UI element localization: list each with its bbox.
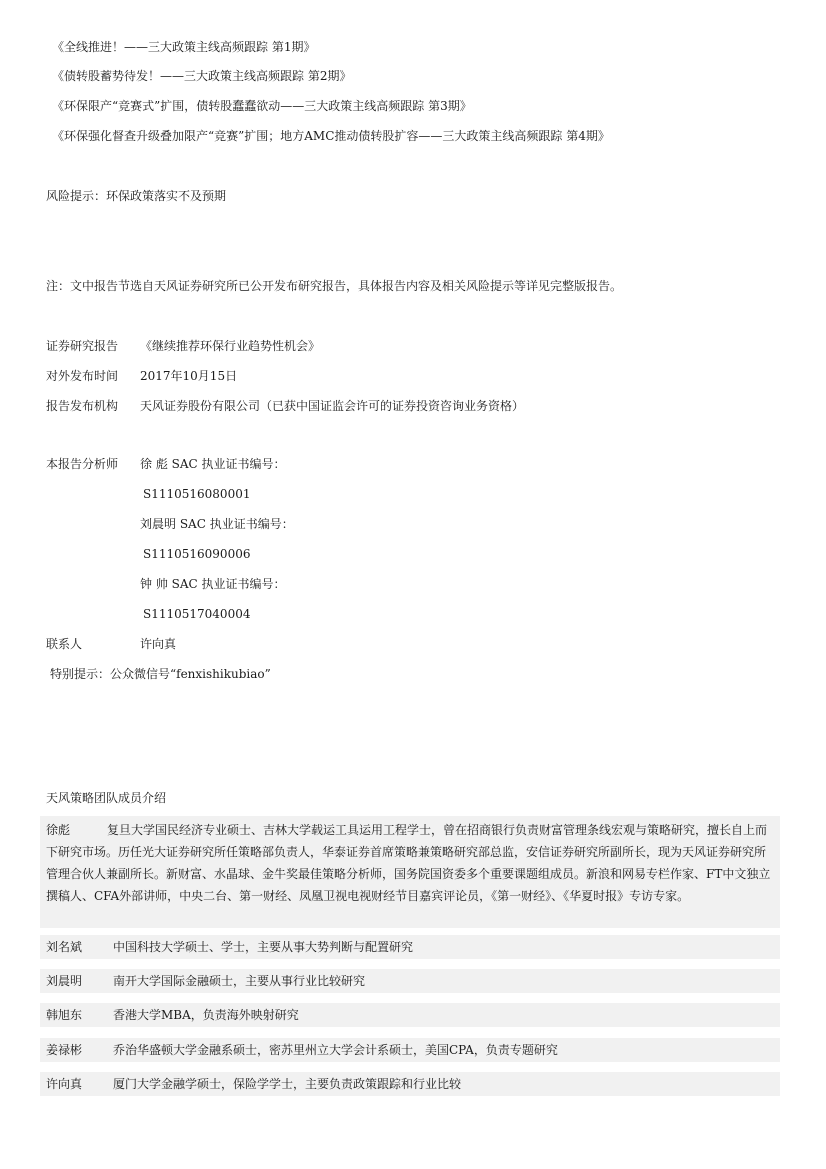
analyst-name: 徐 彪 SAC 执业证书编号：: [140, 457, 286, 471]
member-name: 韩旭东: [46, 1008, 83, 1022]
report-label: 证券研究报告: [46, 339, 119, 353]
contact-label: 联系人: [46, 637, 83, 651]
member-name: 刘晨明: [46, 974, 83, 988]
analyst-name: 钟 帅 SAC 执业证书编号：: [140, 577, 286, 591]
member-description: 中国科技大学硕士、学士，主要从事大势判断与配置研究: [113, 940, 414, 954]
analysts-label: 本报告分析师: [46, 457, 119, 471]
team-lead-paragraph: [46, 819, 774, 907]
team-title: 天风策略团队成员介绍: [46, 791, 167, 805]
reference-item: 《环保限产“竞赛式”扩围，债转股蠢蠢欲动——三大政策主线高频跟踪 第3期》: [52, 99, 472, 113]
member-name: 许向真: [46, 1077, 83, 1091]
analyst-cert-id: S1110516080001: [143, 487, 251, 501]
date-label: 对外发布时间: [46, 369, 119, 383]
contact-value: 许向真: [140, 637, 177, 651]
org-value: 天风证券股份有限公司（已获中国证监会许可的证券投资咨询业务资格）: [140, 399, 525, 413]
org-label: 报告发布机构: [46, 399, 119, 413]
member-name: 徐彪: [46, 823, 71, 837]
member-description: 乔治华盛顿大学金融系硕士，密苏里州立大学会计系硕士，美国CPA，负责专题研究: [113, 1043, 558, 1057]
member-description: 香港大学MBA，负责海外映射研究: [113, 1008, 299, 1022]
member-description: 南开大学国际金融硕士，主要从事行业比较研究: [113, 974, 366, 988]
date-value: 2017年10月15日: [140, 369, 238, 383]
member-description: 厦门大学金融学硕士，保险学学士，主要负责政策跟踪和行业比较: [113, 1077, 462, 1091]
disclaimer: 注：文中报告节选自天风证券研究所已公开发布研究报告，具体报告内容及相关风险提示等详见完整版报告。: [46, 279, 623, 293]
analyst-cert-id: S1110516090006: [143, 547, 251, 561]
special-note: 特别提示：公众微信号“fenxishikubiao”: [50, 667, 271, 681]
reference-item: 《环保强化督查升级叠加限产“竞赛”扩围；地方AMC推动债转股扩容——三大政策主线高频跟踪 第4期》: [52, 129, 610, 143]
risk-note: 风险提示：环保政策落实不及预期: [46, 189, 227, 203]
member-description: 复旦大学国民经济专业硕士、吉林大学载运工具运用工程学士，曾在招商银行负责财富管理条线宏观与策略研究，擅长自上而下研究市场。历任光大证券研究所任策略部负责人，华泰证券首席策略兼策略研究部总监，安信证券研究所副所长，现为天风证券研究所管理合伙人兼副所长。新财富、水晶球、金牛奖最佳策略分析师，国务院国资委多个重要课题组成员。新浪和网易专栏作家、FT中文独立撰稿人、CFA外部讲师，中央二台、第一财经、凤凰卫视电视财经节目嘉宾评论员，《第一财经》、《华夏时报》专访专家。: [46, 823, 771, 903]
analyst-name: 刘晨明 SAC 执业证书编号：: [140, 517, 294, 531]
reference-item: 《债转股蓄势待发！——三大政策主线高频跟踪 第2期》: [52, 69, 352, 83]
member-name: 姜禄彬: [46, 1043, 83, 1057]
reference-item: 《全线推进！——三大政策主线高频跟踪 第1期》: [52, 40, 316, 54]
analyst-cert-id: S1110517040004: [143, 607, 251, 621]
member-name: 刘名斌: [46, 940, 83, 954]
report-title: 《继续推荐环保行业趋势性机会》: [140, 339, 321, 353]
